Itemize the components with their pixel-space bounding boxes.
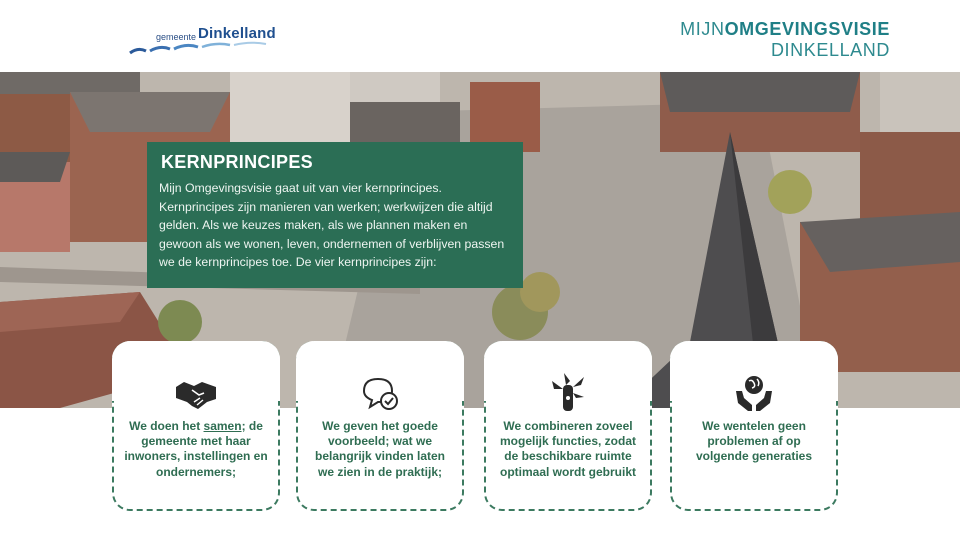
brand-part-1: MIJN [680,19,725,39]
principle-card-generaties[interactable] [670,341,838,511]
mijn-omgevingsvisie-brand [680,19,890,61]
logo-waves-icon [128,41,278,57]
principle-card-samen[interactable] [112,341,280,511]
principle-text-underlined: samen [203,419,242,433]
header [0,0,960,72]
principle-text: We combineren zoveel mogelijk functies, zodat de beschikbare ruimte optimaal wordt gebruikt [499,419,637,479]
panel-title: KERNPRINCIPES [161,152,313,172]
principle-text [124,419,268,480]
principle-text-pre: We doen het [129,419,204,433]
multi-tool-knife-icon [546,371,590,415]
principle-card-voorbeeld[interactable] [296,341,464,511]
brand-part-2: OMGEVINGSVISIE [724,19,890,39]
principle-text-post: ; de gemeente met haar inwoners, instellingen en ondernemers; [124,419,268,479]
principle-text: We geven het goede voorbeeld; wat we belangrijk vinden laten we zien in de praktijk; [314,419,446,479]
kernprincipes-panel [147,142,523,288]
logo-name: Dinkelland [198,25,276,42]
brand-line-2: DINKELLAND [770,40,890,60]
hands-globe-icon [732,371,776,415]
speech-bubbles-check-icon [358,371,402,415]
principle-text: We wentelen geen problemen af op volgende generaties [695,419,813,464]
handshake-icon [174,371,218,415]
principle-card-combineren[interactable] [484,341,652,511]
panel-description: Mijn Omgevingsvisie gaat uit van vier kernprincipes. Kernprincipes zijn manieren van werken; werkwijzen die altijd gelden. Als we keuzes maken, als we plannen maken en gewoon als we wonen, leven, ondernemen of verblijven passen we de kernprincipes toe. De vier kernprincipes zijn: [159,181,505,270]
brand-line-1 [680,19,890,40]
logo-prefix: gemeente [156,32,197,42]
gemeente-dinkelland-logo[interactable] [128,24,288,60]
